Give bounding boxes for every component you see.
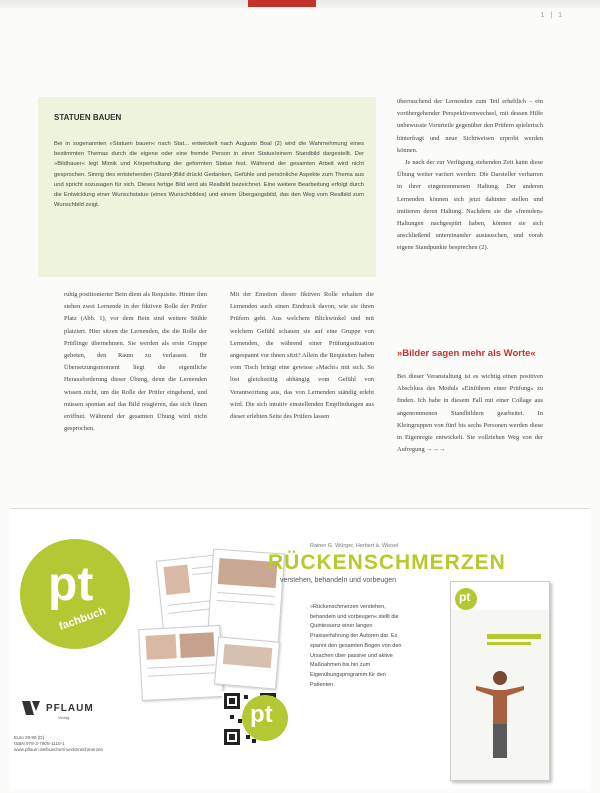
isbn-line: Euro 29,90 (D)	[14, 735, 45, 740]
book-cover	[450, 581, 550, 781]
book-cover-logo-text: pt	[459, 590, 471, 604]
person-figure-icon	[473, 664, 527, 760]
pt-logo-text: pt	[48, 558, 94, 611]
box-body: Bei in sogenannten »Statuen bauen« nach Stat... entwickelt nach Augusto Boal (2) wird die Wahrnehmung eines bestimmten Themas durch die eigene oder eine fremde Person in einer Statue/einem Standbild dargestellt. Der »Bildhauer« legt Mimik und Körperhaltung der geformten Statue fest. Während der gesamten Arbeit wird nicht gesprochen. Sinnig des entstehenden (Stand-)Bild drückt Gedanken, Gefühle und persönliche Aspekte zum Thema aus und spricht sozusagen für sich. Dieses fertige Bild wird als Realbild bezeichnet. Eine weitere Bearbeitung erfolgt durch die Entwicklung einer Wunschstatue (eines Wunschbildes) und einem Übergangsbild, das den Weg vom Realbild zum Wunschbild zeigt.	[54, 141, 364, 209]
column-3	[397, 96, 543, 255]
book-cover-title-bar	[487, 634, 541, 639]
column-3-text-b: Je nach der zur Verfügung stehenden Zeit kann diese Übung weiter variiert werden: Die Darsteller verharren in ihrer eingenommenen Haltung. Der anderen Lernenden können sich jetzt dahinter stellen und imitieren deren Haltung. Nachdem sie die »fremden« Haltungen nachgespürt haben, können sie sich anschließend untereinander austauschen, und vorab eigene Standpunkte besprechen (2).	[397, 159, 543, 252]
sample-page	[214, 636, 280, 689]
book-title: RÜCKENSCHMERZEN	[268, 551, 506, 574]
book-subtitle: verstehen, behandeln und vorbeugen	[280, 577, 396, 584]
column-2-text: Mit der Emotion dieser fiktiven Rolle erhalten die Lernenden auch einen Eindruck davon, wie sie ihren Prüfern geht. Aus welchem Blickwinkel und mit welchem Gefühl schauen sie auf eine Gruppe von Lernenden, die während einer Prüfungssituation angespannt vor ihnen sitzt? Allein die Requisiten haben vom Tisch bringt eine gewisse »Macht« mit sich. So löst gleichzeitig abhängig vom Gefühl von Verantwortung aus, das von Lernenden ständig erlebt wird. Die sich intuitiv einstellenden Empfindungen aus dieser erlebten Seite des Prüfers lassen	[230, 291, 374, 421]
column-4-text: Bei dieser Veranstaltung ist es wichtig einen positiven Abschluss des Moduls »Einführen einer Prüfung« zu finden. Ich habe in diesem Fall mit einer Collage aus angenommenen Standbildern gearbeitet. In Kleingruppen von fünf bis sechs Personen werden diese in Eigenregie entwickelt. Sie vollziehen Weg von der Aufregung →→→	[397, 373, 543, 454]
column-4	[397, 371, 543, 456]
isbn-line: ISBN 978-3-7905-1110-1	[14, 741, 65, 746]
column-2	[230, 289, 374, 423]
book-cover-subtitle-bar	[487, 642, 531, 645]
page-number: 1 | 1	[540, 12, 564, 19]
publisher-sub: Verlag	[58, 715, 70, 720]
box-title: STATUEN BAUEN	[54, 113, 122, 122]
book-description: »Rückenschmerzen verstehen, behandeln und vorbeugen« stellt die Quintessenz einer langen Praxiserfahrung der Autoren dar. Es spannt den gesamten Bogen von den Ursachen über passive und aktive Maßnahmen bis hin zum Eigenübungsprogramm für den Patienten.	[310, 604, 402, 688]
top-accent	[248, 0, 316, 7]
column-1	[64, 289, 207, 435]
column-1-text: ruhig positionierter Bein dient als Requisite. Hinter ihm stehen zwei Lernende in der fiktiven Rolle der Prüfer Platz (Abb. 1), vor dem Bein sind weitere Stühle platziert. Hier sitzen die Lernenden, die die Rolle der Prüflinge übernehmen. Sie werden als erste Gruppe gebeten, den Raum zu verlassen. Ihr Übersetzungsmoment liegt die eigentliche Herausforderung dieser Übung, denn die Lernenden wissen nicht, um die Rolle der Prüfer eingehend, und müssen spontan auf das Bild reagieren, das sich ihnen eröffnet. Während der gesamten Übung wird nicht gesprochen.	[64, 291, 207, 433]
sample-page	[138, 625, 224, 701]
isbn-line[interactable]: www.pflaum.de/buecher/rueckenschmerzen	[14, 747, 104, 752]
section-heading: »Bilder sagen mehr als Worte«	[397, 348, 536, 359]
publisher-logo-icon	[20, 699, 42, 717]
top-bar	[0, 0, 600, 8]
info-box	[38, 97, 376, 277]
column-3-text-a: überraschend der Lernenden zum Teil erheblich – ein vorübergehender Perspektivenwechsel, mit dessen Hilfe unbewusste Vorurteile gegenüber den Prüfern spielerisch hinterfragt und neue Sichtweisen erprobt werden können.	[397, 98, 543, 154]
publisher-name: PFLAUM	[46, 703, 94, 714]
isbn-info	[14, 735, 103, 753]
qr-badge-text: pt	[250, 701, 273, 728]
pt-logo-subtext: fachbuch	[57, 604, 108, 634]
book-authors: Rainer G. Würger, Herbert ä. Wiesel	[310, 543, 399, 549]
book-advertisement	[10, 508, 590, 789]
